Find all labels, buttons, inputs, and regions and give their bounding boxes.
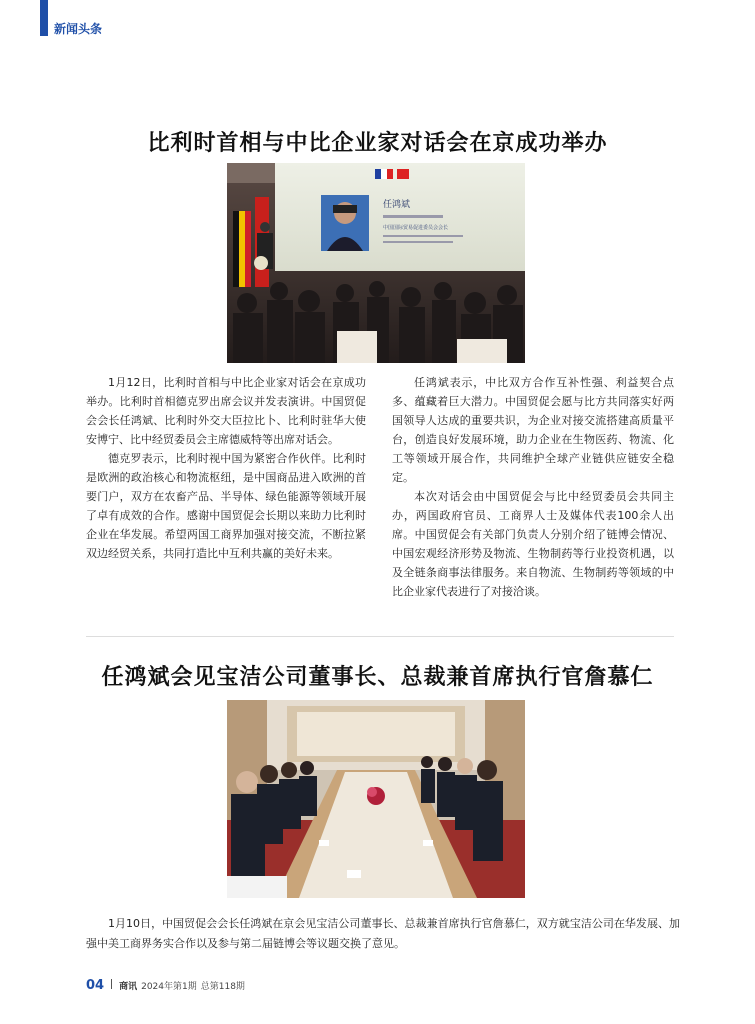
article1-paragraph: 任鸿斌表示，中比双方合作互补性强、利益契合点多、蕴藏着巨大潜力。中国贸促会愿与比方共同落实好两国领导人达成的重要共识，为企业对接交流搭建高质量平台，创造良好发展环境，助力企业在生物医药、物流、化工等领域开展合作，共同维护全球产业链供应链安全稳定。 <box>392 376 674 484</box>
article1-photo <box>227 163 525 363</box>
footer-separator <box>111 979 112 989</box>
article1-paragraph: 1月12日，比利时首相与中比企业家对话会在京成功举办。比利时首相德克罗出席会议并发表演讲。中国贸促会会长任鸿斌、比利时外交大臣拉比卜、比利时驻华大使安博宁、比中经贸委员会主席德威特等出席对话会。 <box>86 376 366 446</box>
slide-name: 任鸿斌 <box>383 200 411 210</box>
section-divider <box>86 636 674 637</box>
article1-paragraph: 德克罗表示，比利时视中国为紧密合作伙伴。比利时是欧洲的政治核心和物流枢纽，是中国商品进入欧洲的首要门户，双方在农畜产品、半导体、绿色能源等领域开展了卓有成效的合作。感谢中国贸促会长期以来助力比利时企业在华发展。希望两国工商界加强对接交流，不断拉紧双边经贸关系，共同打造比中互利共赢的美好未来。 <box>86 452 366 560</box>
section-tab-marker <box>40 0 48 36</box>
conference-photo <box>227 163 525 363</box>
article1-paragraph: 本次对话会由中国贸促会与比中经贸委员会共同主办，两国政府官员、工商界人士及媒体代表100余人出席。中国贸促会有关部门负责人分别介绍了链博会情况、中国宏观经济形势及物流、生物制药等行业投资机遇，以及全链条商事法律服务。来自物流、生物制药等领域的中比企业家代表进行了对接洽谈。 <box>392 490 674 598</box>
section-label: 新闻头条 <box>54 22 103 36</box>
magazine-name: 商讯 <box>119 982 138 992</box>
slide-subtitle: 中国国际贸易促进委员会会长 <box>383 225 449 231</box>
article1-right-column <box>392 373 674 601</box>
article2-photo <box>227 700 525 898</box>
article2-paragraph: 1月10日，中国贸促会会长任鸿斌在京会见宝洁公司董事长、总裁兼首席执行官詹慕仁，双方就宝洁公司在华发展、加强中美工商界务实合作以及参与第二届链博会等议题交换了意见。 <box>86 917 680 950</box>
article2-title: 任鸿斌会见宝洁公司董事长、总裁兼首席执行官詹慕仁 <box>101 665 654 690</box>
article1-left-column <box>86 373 366 563</box>
article1-title: 比利时首相与中比企业家对话会在京成功举办 <box>147 131 608 156</box>
meeting-photo <box>227 700 525 898</box>
page-footer <box>86 978 245 993</box>
issue-label: 2024年第1期 <box>141 982 197 992</box>
total-issue-label: 总第118期 <box>200 982 245 992</box>
page-number: 04 <box>86 978 105 993</box>
